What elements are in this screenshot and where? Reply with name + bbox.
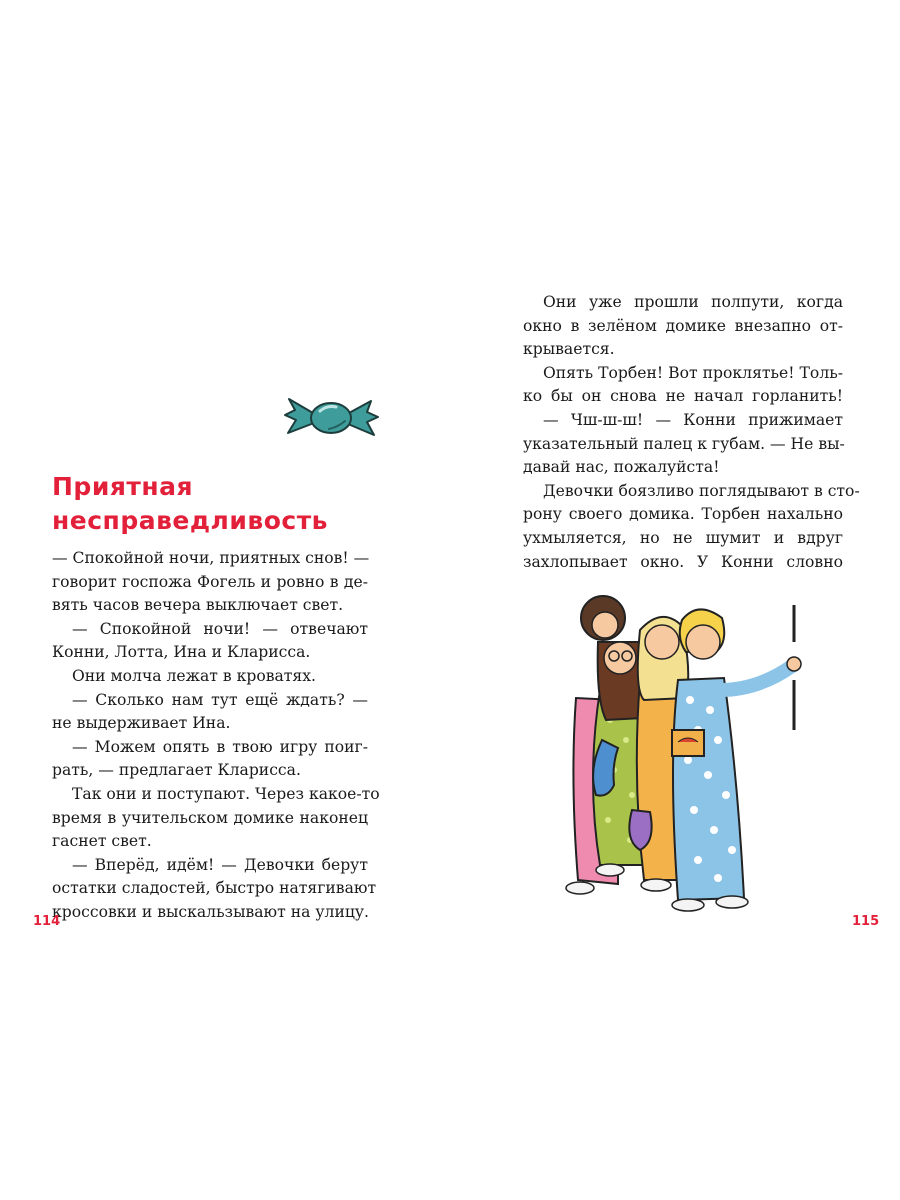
text-line: Так они и поступают. Через какое-то [72, 784, 380, 803]
text-line: захлопывает окно. У Конни словно [523, 552, 843, 571]
text-line: Конни, Лотта, Ина и Кларисса. [52, 643, 311, 662]
right-page [450, 0, 900, 1200]
chapter-title-line-2: несправедливость [52, 506, 328, 535]
text-line: вять часов вечера выключает свет. [52, 596, 344, 615]
chapter-title [52, 470, 328, 538]
page-number-left: 114 [33, 914, 61, 929]
text-line: — Чш-ш-ш! — Конни прижимает [543, 410, 843, 429]
text-line: кроссовки и выскальзывают на улицу. [52, 902, 369, 921]
text-line: — Можем опять в твою игру поиг- [72, 737, 368, 756]
text-line: крывается. [523, 340, 615, 359]
candy-icon [283, 393, 379, 441]
text-line: давай нас, пожалуйста! [523, 458, 720, 477]
text-line: рону своего домика. Торбен нахально [523, 505, 843, 524]
text-line: время в учительском домике наконец [52, 808, 368, 827]
text-line: остатки сладостей, быстро натягивают [52, 879, 377, 898]
text-line: не выдерживает Ина. [52, 714, 231, 733]
right-body-text [523, 291, 860, 574]
text-line: ко бы он снова не начал горланить! [523, 387, 843, 406]
text-line: Они молча лежат в кроватях. [72, 666, 317, 685]
text-line: рать, — предлагает Кларисса. [52, 761, 301, 780]
text-line: Опять Торбен! Вот проклятье! Толь- [543, 363, 843, 382]
left-body-text [52, 547, 380, 925]
text-line: — Вперёд, идём! — Девочки берут [72, 855, 368, 874]
text-line: — Сколько нам тут ещё ждать? — [72, 690, 368, 709]
text-line: ухмыляется, но не шумит и вдруг [523, 528, 843, 547]
text-line: окно в зелёном домике внезапно от- [523, 316, 843, 335]
text-line: — Спокойной ночи, приятных снов! — [52, 549, 370, 567]
chapter-title-line-1: Приятная [52, 472, 194, 501]
text-line: Девочки боязливо поглядывают в сто- [543, 481, 860, 500]
text-line: Они уже прошли полпути, когда [543, 293, 843, 311]
text-line: — Спокойной ночи! — отвечают [72, 619, 368, 638]
text-line: говорит госпожа Фогель и ровно в де- [52, 572, 368, 591]
girls-illustration [548, 580, 818, 920]
page-number-right: 115 [852, 914, 880, 929]
text-line: указательный палец к губам. — Не вы- [523, 434, 845, 453]
girl-blue-figure [672, 609, 801, 911]
text-line: гаснет свет. [52, 832, 152, 851]
